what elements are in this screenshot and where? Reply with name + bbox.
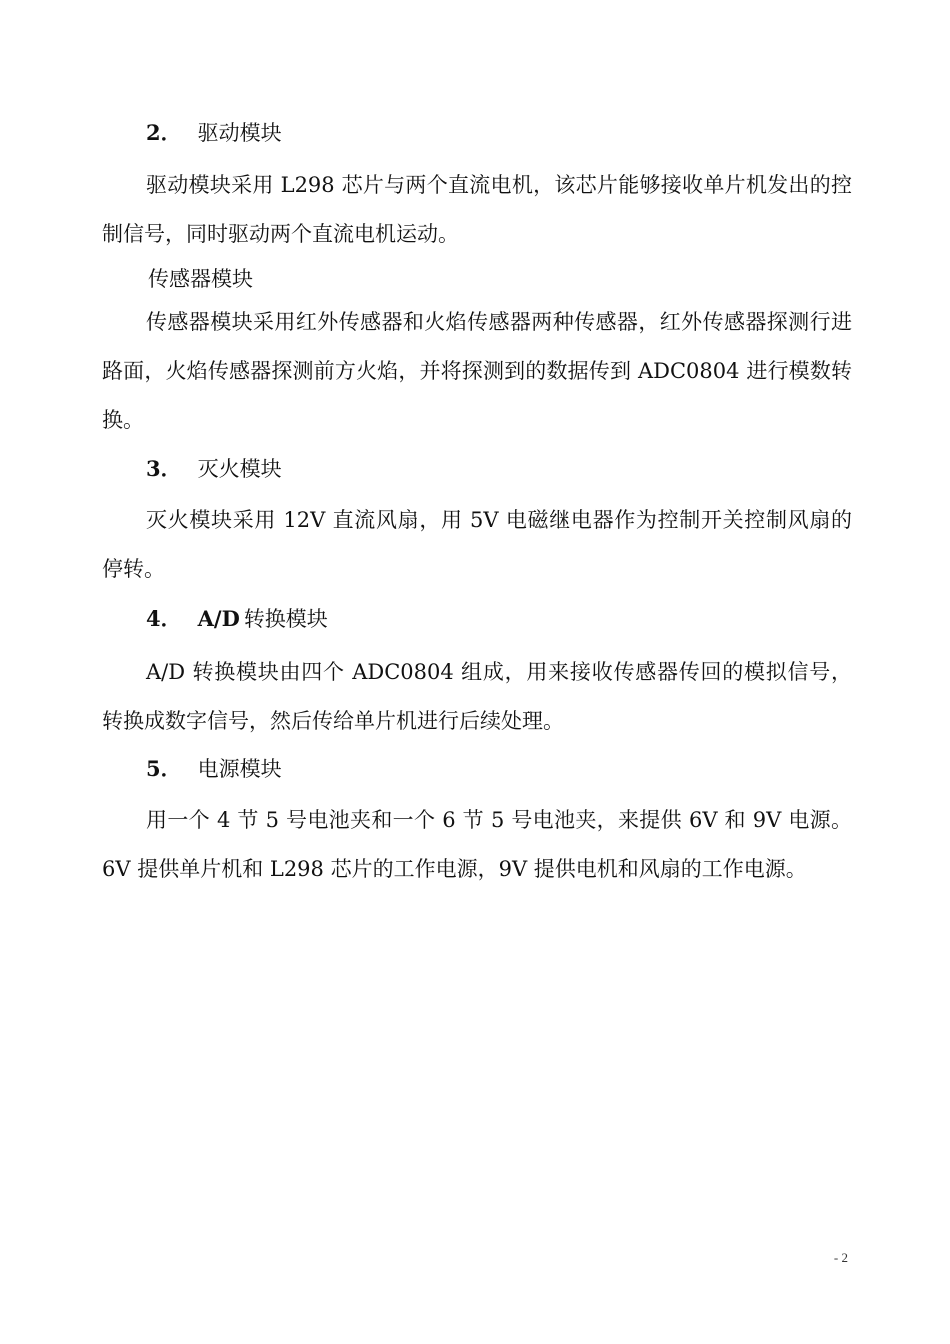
section-title: 灭火模块	[197, 457, 282, 481]
section-paragraph-extinguish: 灭火模块采用 12V 直流风扇，用 5V 电磁继电器作为控制开关控制风扇的停转。	[102, 508, 852, 581]
section-heading-sensor	[148, 264, 253, 294]
section-title: 转换模块	[243, 607, 328, 631]
section-heading-ad	[146, 604, 328, 634]
section-number: 4．	[146, 606, 182, 631]
section-title: 驱动模块	[197, 121, 282, 145]
section-number: 5．	[146, 756, 182, 781]
section-paragraph-sensor: 传感器模块采用红外传感器和火焰传感器两种传感器，红外传感器探测行进路面，火焰传感器探测前方火焰，并将探测到的数据传到 ADC0804 进行模数转换。	[102, 310, 852, 432]
section-paragraph-ad: A/D 转换模块由四个 ADC0804 组成，用来接收传感器传回的模拟信号，转换成数字信号，然后传给单片机进行后续处理。	[102, 660, 852, 733]
section-heading-extinguish	[146, 454, 282, 484]
section-heading-power	[146, 754, 282, 784]
section-title-prefix: A/D	[197, 606, 240, 631]
section-number: 3．	[146, 456, 182, 481]
section-title: 传感器模块	[148, 267, 253, 291]
section-title: 电源模块	[197, 757, 282, 781]
page-number: - 2	[833, 1250, 848, 1265]
section-number: 2．	[146, 120, 182, 145]
section-paragraph-power: 用一个 4 节 5 号电池夹和一个 6 节 5 号电池夹，来提供 6V 和 9V 电源。6V 提供单片机和 L298 芯片的工作电源，9V 提供电机和风扇的工作电源。	[102, 808, 852, 881]
section-paragraph-drive: 驱动模块采用 L298 芯片与两个直流电机，该芯片能够接收单片机发出的控制信号，同时驱动两个直流电机运动。	[102, 173, 852, 246]
section-heading-drive	[146, 118, 282, 148]
